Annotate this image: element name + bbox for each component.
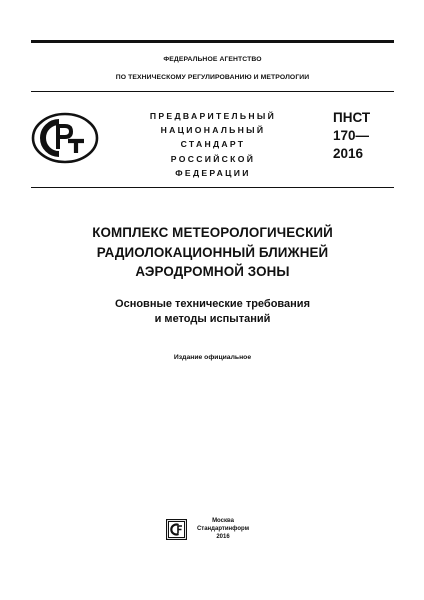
title-line-1: КОМПЛЕКС МЕТЕОРОЛОГИЧЕСКИЙ (92, 225, 333, 240)
standard-kind-line-3: СТАНДАРТ (180, 139, 246, 150)
header-bottom-rule (31, 187, 394, 188)
standard-kind-line-5: ФЕДЕРАЦИИ (175, 167, 251, 178)
header-top-rule (31, 91, 394, 92)
designation-year: 2016 (333, 146, 364, 161)
subtitle-line-2: и методы испытаний (154, 313, 271, 325)
agency-line-2: ПО ТЕХНИЧЕСКОМУ РЕГУЛИРОВАНИЮ И МЕТРОЛОГИИ (115, 74, 310, 81)
document-subtitle (31, 297, 394, 327)
rst-seal-icon (31, 112, 99, 164)
publisher-city: Москва (212, 518, 234, 524)
standartinform-logo-icon (166, 519, 187, 540)
designation-prefix: ПНСТ (333, 110, 371, 125)
document-title (31, 223, 394, 282)
subtitle-line-1: Основные технические требования (115, 298, 310, 310)
standard-designation (333, 109, 370, 163)
edition-label: Издание официальное (173, 354, 252, 361)
agency-line-1: ФЕДЕРАЛЬНОЕ АГЕНТСТВО (163, 56, 262, 63)
designation-number: 170— (333, 128, 370, 143)
publisher-name: Стандартинформ (196, 526, 250, 532)
publisher-year: 2016 (216, 534, 230, 540)
top-thick-rule (31, 40, 394, 43)
standard-kind (130, 109, 296, 180)
publisher-block (193, 517, 253, 541)
standard-kind-line-2: НАЦИОНАЛЬНЫЙ (160, 125, 266, 136)
title-line-2: РАДИОЛОКАЦИОННЫЙ БЛИЖНЕЙ (96, 244, 329, 260)
standard-kind-line-4: РОССИЙСКОЙ (170, 153, 256, 164)
title-line-3: АЭРОДРОМНОЙ ЗОНЫ (135, 264, 290, 279)
standard-kind-line-1: ПРЕДВАРИТЕЛЬНЫЙ (149, 111, 277, 121)
